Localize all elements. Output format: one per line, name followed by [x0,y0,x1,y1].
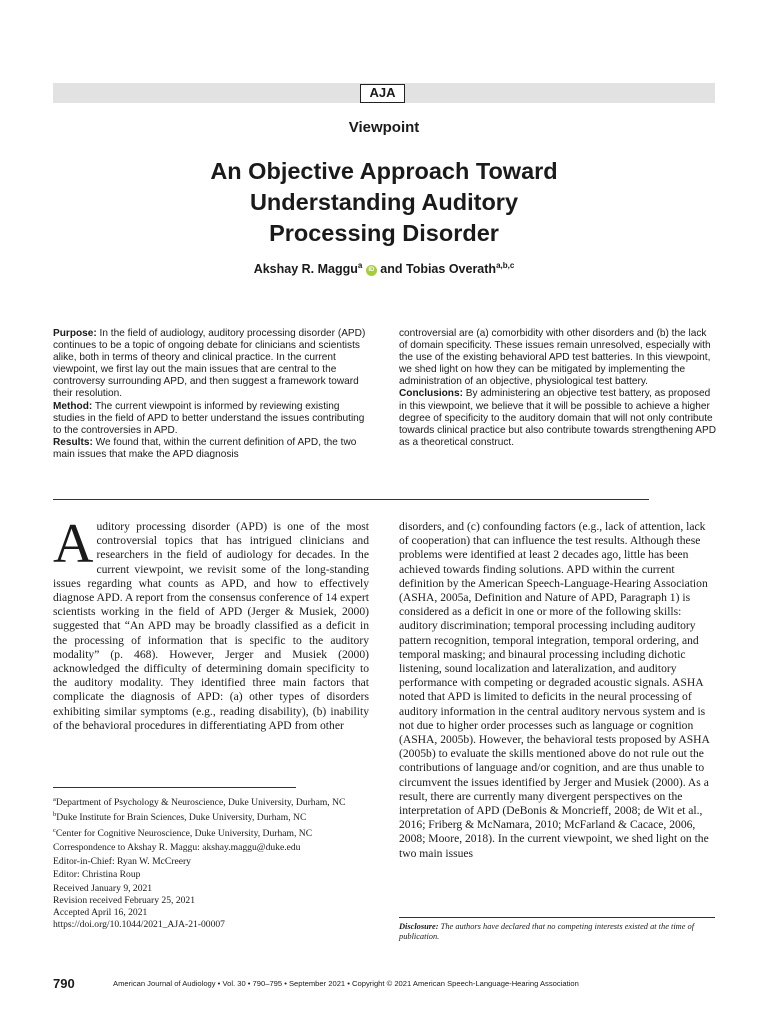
affiliation-a [53,794,373,809]
abstract-method [53,401,371,437]
abstract-results-continued: controversial are (a) comorbidity with other disorders and (b) the lack of domain specificity. These issues remain unresolved, especially with the use of the existing behavioral APD test batteries. In this viewpoint, we shed light on how they can be mitigated by implementing the administration of an objective, physiological test battery. [399,328,711,388]
title-line: An Objective Approach Toward [210,158,558,184]
body-column-left [53,513,369,733]
affiliation-marker: a [53,796,56,803]
editor: Editor: Christina Roup [53,868,141,880]
disclosure-text: The authors have declared that no competing interests existed at the time of publication. [399,922,695,942]
received-date: Received January 9, 2021 [53,882,153,894]
abstract-label: Conclusions: [399,388,463,400]
abstract-text: In the field of audiology, auditory processing disorder (APD) continues to be a topic of ongoing debate for clinicians and scientists alike, both in terms of theory and clinical practice. In the current viewpoint, we first lay out the main issues that are central to the controversy surrounding APD, and then suggest a framework toward their resolution. [53,328,366,400]
title-line: Processing Disorder [269,220,499,246]
abstract-label: Purpose: [53,328,97,339]
editor-in-chief: Editor-in-Chief: Ryan W. McCreery [53,856,191,868]
affiliation-marker: a,b,c [496,261,515,270]
running-footer: American Journal of Audiology • Vol. 30 • 790–795 • September 2021 • Copyright © 2021 American Speech-Language-Hearing Association [113,979,579,988]
orcid-icon[interactable]: iD [366,265,377,276]
author-line [0,261,768,276]
author-connector: and [376,262,406,277]
abstract-conclusions [399,388,717,448]
affiliation-marker: a [357,261,363,270]
disclosure-label: Disclosure: [399,922,439,931]
footnotes [53,794,373,932]
drop-cap: A [53,513,94,575]
disclosure-divider [399,917,715,918]
section-label: Viewpoint [348,119,420,136]
affiliation-c [53,825,373,840]
title-line: Understanding Auditory [249,189,519,215]
body-text: uditory processing disorder (APD) is one of the most controversial topics that has intrigued clinicians and researchers in the field of audiology for decades. In the current viewpoint, we revisit some of the long-standing issues regarding what counts as APD, and how to effectively diagnose APD. A report from the consensus conference of 14 expert scientists working in the field of APD (Jerger & Musiek, 2000) suggested that “An APD may be broadly classified as a deficit in the processing of information that is specific to the auditory modality” (p. 468). However, Jerger and Musiek (2000) acknowledged the difficulty of determining domain specificity to the auditory modality. They identified three main factors that complicate the diagnosis of APD: (a) other types of disorders exhibiting similar symptoms (e.g., reading disability), (b) inability of the behavioral procedures in differentiating APD from other [53,520,369,732]
author-name: Akshay R. Maggu [253,262,358,277]
abstract-left-column [53,328,371,461]
author-name: Tobias Overath [405,262,497,277]
abstract-purpose [53,328,371,401]
correspondence[interactable]: Correspondence to Akshay R. Maggu: akshay.maggu@duke.edu [53,842,301,854]
affiliation-marker: b [53,811,57,819]
accepted-date: Accepted April 16, 2021 [53,907,148,919]
abstract-results [53,437,371,461]
affiliation-marker: c [53,826,56,834]
abstract-right-column [399,328,717,449]
body-paragraph [53,513,369,733]
body-paragraph: disorders, and (c) confounding factors (e.g., lack of attention, lack of cooperation) that can influence the test results. Although these problems were identified at least 2 decades ago, little has been achieved towards finding solutions. APD within the current definition by the American Speech-Language-Hearing Association (ASHA, 2005a, Definition and Nature of APD, Paragraph 1) is considered as a deficit in one or more of the following skills: auditory discrimination; temporal processing including auditory pattern recognition, temporal integration, temporal ordering, and temporal masking; and binaural processing including dichotic listening, sound localization and lateralization, and auditory performance with competing or degraded acoustic signals. ASHA noted that APD is limited to deficits in the neural processing of auditory information in the central auditory nervous system and is not due to higher order processes such as language or cognition (ASHA, 2005b). However, the behavioral tests proposed by ASHA (2005b) to evaluate the skills mentioned above do not rule out the contributions of language and/or cognition, and are thus unable to circumvent the issues identified by Jerger and Musiek (2000). As a result, there are currently many divergent perspectives on the interpretation of APD (DeBonis & Moncrieff, 2008; de Wit et al., 2016; Friberg & McNamara, 2010; McFarland & Cacace, 2006, 2008; Moore, 2018). In the current viewpoint, we shed light on the two main issues [399,520,710,860]
body-column-right [399,520,715,861]
abstract-text: We found that, within the current definition of APD, the two main issues that make the APD diagnosis [53,436,357,460]
affiliation-text: Center for Cognitive Neuroscience, Duke University, Durham, NC [55,827,313,839]
page-number: 790 [53,976,75,991]
abstract-divider [53,499,649,500]
abstract-label: Method: [53,400,93,412]
abstract-text: The current viewpoint is informed by reviewing existing studies in the field of APD to better understand the issues contributing to the controversies in APD. [53,400,365,436]
journal-badge: AJA [360,84,405,103]
abstract-label: Results: [53,436,93,448]
footnote-divider [53,787,296,788]
article-title [100,156,668,249]
affiliation-b [53,809,373,824]
disclosure [399,922,715,943]
revision-date: Revision received February 25, 2021 [53,894,196,906]
doi-link[interactable]: https://doi.org/10.1044/2021_AJA-21-00007 [53,919,225,931]
affiliation-text: Department of Psychology & Neuroscience, Duke University, Durham, NC [55,797,346,809]
affiliation-text: Duke Institute for Brain Sciences, Duke University, Durham, NC [56,812,307,824]
abstract-text: By administering an objective test battery, as proposed in this viewpoint, we believe that it will be possible to achieve a higher degree of specificity to the auditory domain that will not only contribute towards clinical practice but also contribute towards strengthening APD as a theoretical construct. [399,388,716,448]
